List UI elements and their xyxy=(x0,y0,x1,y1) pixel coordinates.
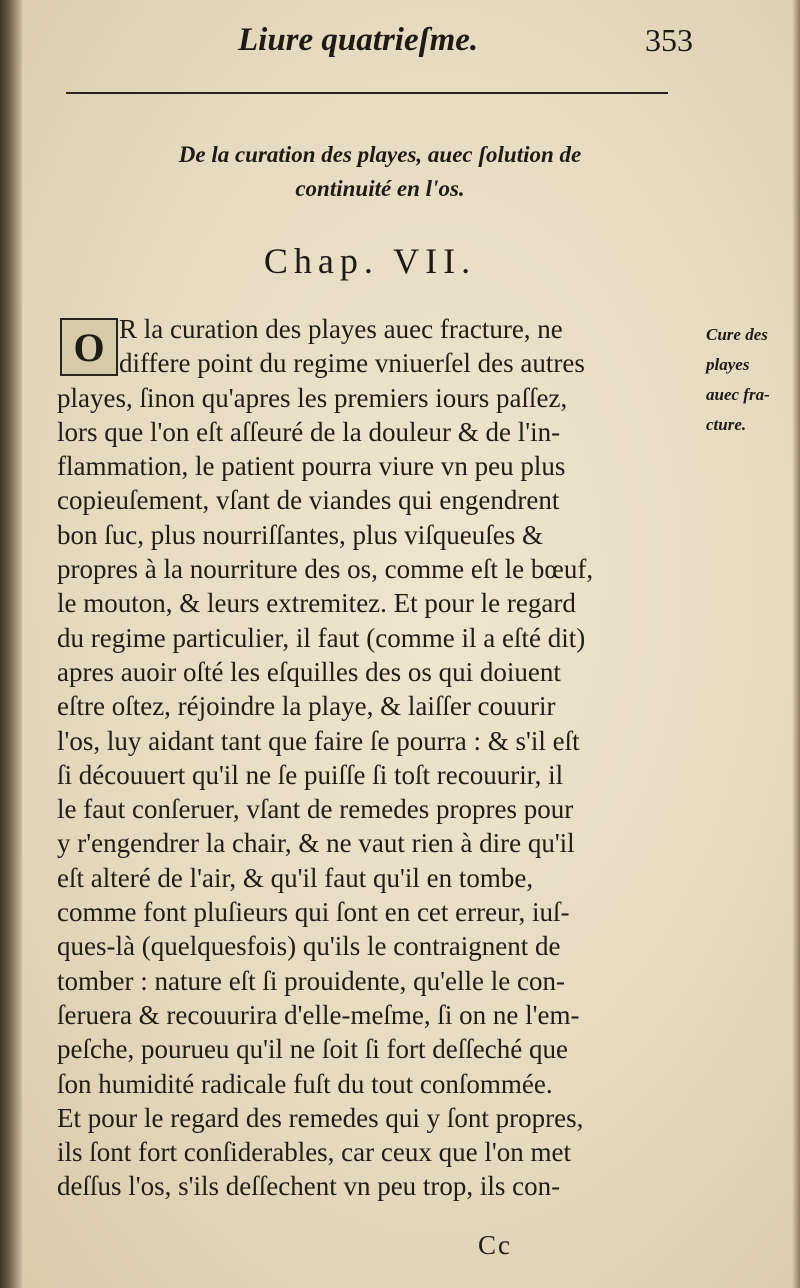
body-line: differe point du regime vniuerſel des autres xyxy=(119,348,585,379)
margin-note-line: auec fra- xyxy=(706,385,770,404)
dropcap-initial: O xyxy=(60,318,118,376)
body-line: R la curation des playes auec fracture, ne xyxy=(119,314,563,344)
section-title-line2: continuité en l'os. xyxy=(295,176,465,201)
body-line: ſeruera & recouurira d'elle-meſme, ſi on ne l'em- xyxy=(57,999,580,1030)
book-gutter xyxy=(0,0,22,1288)
body-line: tomber : nature eſt ſi prouidente, qu'elle le con- xyxy=(57,965,565,996)
body-line: Et pour le regard des remedes qui y ſont propres, xyxy=(57,1102,584,1133)
body-line: playes, ſinon qu'apres les premiers iours paſſez, xyxy=(57,382,568,413)
chapter-heading: Chap. VII. xyxy=(263,241,477,281)
margin-note-line: Cure des xyxy=(706,325,768,344)
header-rule xyxy=(66,92,668,94)
margin-note-line: playes xyxy=(706,355,750,374)
body-line: lors que l'on eſt aſſeuré de la douleur & de l'in- xyxy=(57,416,561,447)
body-line: ſi découuert qu'il ne ſe puiſſe ſi toſt recouurir, il xyxy=(57,759,564,790)
body-line: peſche, pourueu qu'il ne ſoit ſi fort deſſeché que xyxy=(57,1034,568,1065)
body-line: copieuſement, vſant de viandes qui engendrent xyxy=(57,485,560,516)
body-line: deſſus l'os, s'ils deſſechent vn peu trop, ils con- xyxy=(57,1171,561,1202)
running-title: Liure quatrieſme. xyxy=(238,22,479,58)
body-line: bon ſuc, plus nourriſſantes, plus viſqueuſes & xyxy=(57,519,543,550)
catchword: Cc xyxy=(478,1230,512,1260)
page-edge xyxy=(792,0,800,1288)
body-line: le mouton, & leurs extremitez. Et pour le regard xyxy=(57,588,576,619)
margin-note xyxy=(706,320,798,440)
body-line: du regime particulier, il faut (comme il a eſté dit) xyxy=(57,622,586,653)
body-line: eſt alteré de l'air, & qu'il faut qu'il en tombe, xyxy=(57,862,534,893)
body-line: ſon humidité radicale fuſt du tout conſommée. xyxy=(57,1068,553,1099)
body-line: l'os, luy aidant tant que faire ſe pourra : & s'il eſt xyxy=(57,725,580,756)
body-line: eſtre oſtez, réjoindre la playe, & laiſſer couurir xyxy=(57,691,556,722)
body-line: apres auoir oſté les eſquilles des os qui doiuent xyxy=(57,656,561,687)
body-line: le faut conſeruer, vſant de remedes propres pour xyxy=(57,794,574,825)
section-title-line1: De la curation des playes, auec ſolution de xyxy=(178,142,582,167)
page-number: 353 xyxy=(645,22,693,58)
body-line: ques-là (quelquesfois) qu'ils le contraignent de xyxy=(57,931,561,962)
body-line: ils ſont fort conſiderables, car ceux que l'on met xyxy=(57,1137,571,1168)
body-line: propres à la nourriture des os, comme eſt le bœuf, xyxy=(57,554,594,585)
body-text xyxy=(57,312,705,1204)
body-line: comme font pluſieurs qui ſont en cet erreur, iuſ- xyxy=(57,897,570,928)
margin-note-line: cture. xyxy=(706,415,747,434)
body-line: y r'engendrer la chair, & ne vaut rien à dire qu'il xyxy=(57,828,575,859)
section-title xyxy=(110,138,650,206)
body-line: flammation, le patient pourra viure vn peu plus xyxy=(57,451,566,482)
